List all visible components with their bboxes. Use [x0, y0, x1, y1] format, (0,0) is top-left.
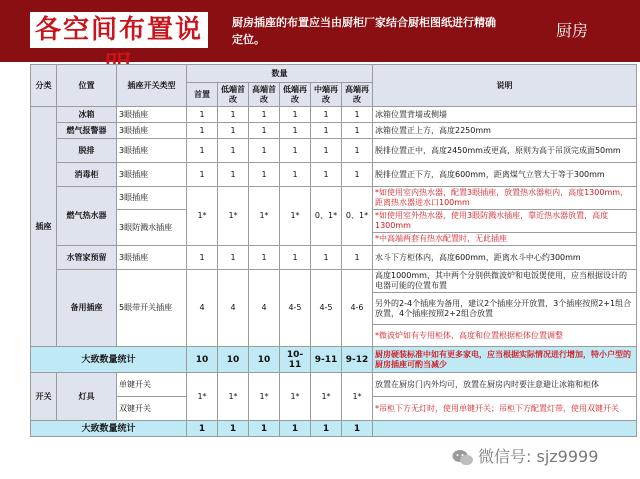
cell-q: 1* — [280, 373, 311, 421]
row-desc: 水斗下方柜体内，高度600mm，距离水斗中心约300mm — [373, 246, 637, 270]
total-q: 1 — [218, 421, 249, 437]
table-row — [31, 373, 637, 397]
cell-q: 4-5 — [311, 270, 342, 347]
cell-q: 1* — [218, 373, 249, 421]
cell-q: 1 — [342, 163, 373, 187]
cell-q: 1* — [187, 373, 218, 421]
cell-q: 1 — [218, 163, 249, 187]
row-type: 5眼带开关插座 — [117, 270, 187, 347]
col-q5: 高端再改 — [342, 83, 373, 107]
cell-q: 4 — [187, 270, 218, 347]
category-socket: 插座 — [31, 107, 57, 347]
cell-q: 1 — [218, 246, 249, 270]
total-row — [31, 421, 637, 437]
total-q: 1 — [311, 421, 342, 437]
cell-q: 1* — [249, 187, 280, 246]
total-label: 大致数量统计 — [31, 347, 187, 373]
row-type: 3眼插座 — [117, 246, 187, 270]
cell-q: 1 — [249, 246, 280, 270]
col-location: 位置 — [57, 65, 117, 107]
row-desc: *吊柜下方无灯时，使用单键开关；吊柜下方配置灯带，使用双键开关 — [373, 397, 637, 421]
row-type: 3眼插座 — [117, 107, 187, 123]
cell-q: 1* — [218, 187, 249, 246]
row-type: 3眼插座 — [117, 123, 187, 139]
row-desc: *中高端两套有热水配置时，无此插座 — [373, 233, 637, 246]
row-location: 脱排 — [57, 139, 117, 163]
cell-q: 1 — [218, 123, 249, 139]
row-type: 3眼防溅水插座 — [117, 210, 187, 246]
wechat-icon — [452, 449, 474, 467]
row-desc: *如使用室外热水器，使用3眼防溅水插座，靠近热水器放置，高度1300mm — [373, 210, 637, 233]
col-q4: 中端再改 — [311, 83, 342, 107]
total-q: 10 — [187, 347, 218, 373]
cell-q: 1 — [342, 246, 373, 270]
col-category: 分类 — [31, 65, 57, 107]
total-desc — [373, 421, 637, 437]
page-title: 各空间布置说 — [30, 12, 208, 48]
cell-q: 1 — [280, 246, 311, 270]
cell-q: 1 — [311, 246, 342, 270]
total-q: 10-11 — [280, 347, 311, 373]
cell-q: 0、1* — [342, 187, 373, 246]
row-desc: 冰箱位置背墙或侧墙 — [373, 107, 637, 123]
page-subtitle: 厨房插座的布置应当由厨柜厂家结合厨柜图纸进行精确定位。 — [232, 16, 496, 46]
row-location: 水管家预留 — [57, 246, 117, 270]
cell-q: 1 — [187, 163, 218, 187]
cell-q: 1 — [280, 163, 311, 187]
cell-q: 1 — [280, 107, 311, 123]
row-location: 燃气报警器 — [57, 123, 117, 139]
col-q1: 低端首改 — [218, 83, 249, 107]
total-desc: 厨房硬装标准中如有更多家电，应当根据实际情况进行增加，特小户型的厨房插座可酌当减少 — [373, 347, 637, 373]
cell-q: 0、1* — [311, 187, 342, 246]
cell-q: 4 — [249, 270, 280, 347]
watermark-text: 微信号: sjz9999 — [478, 447, 599, 466]
total-q: 1 — [249, 421, 280, 437]
cell-q: 1 — [218, 139, 249, 163]
cell-q: 1 — [249, 123, 280, 139]
row-location: 冰箱 — [57, 107, 117, 123]
row-type: 3眼插座 — [117, 163, 187, 187]
col-q3: 低端再改 — [280, 83, 311, 107]
table-row — [31, 139, 637, 163]
total-row — [31, 347, 637, 373]
row-desc: *微波炉如有专用柜体，高度和位置根据柜体位置调整 — [373, 325, 637, 347]
cell-q: 1 — [342, 107, 373, 123]
cell-q: 1* — [280, 187, 311, 246]
row-type: 单键开关 — [117, 373, 187, 397]
row-desc: 脱排位置正中，高度2450mm或更高，原则为高于吊顶完成面50mm — [373, 139, 637, 163]
cell-q: 1 — [311, 107, 342, 123]
row-type: 3眼插座 — [117, 139, 187, 163]
col-q0: 首置 — [187, 83, 218, 107]
total-label: 大致数量统计 — [31, 421, 187, 437]
row-location: 灯具 — [57, 373, 117, 421]
total-q: 1 — [187, 421, 218, 437]
table-row — [31, 107, 637, 123]
row-desc: 冰箱位置正上方，高度2250mm — [373, 123, 637, 139]
cell-q: 1 — [187, 246, 218, 270]
cell-q: 1 — [249, 107, 280, 123]
cell-q: 1 — [311, 139, 342, 163]
cell-q: 1 — [311, 163, 342, 187]
table-row — [31, 270, 637, 293]
cell-q: 4-6 — [342, 270, 373, 347]
row-desc: *如使用室内热水器，配置3眼插座，放置热水器柜内，高度1300mm，距离热水器进水口100mm — [373, 187, 637, 210]
socket-table — [30, 64, 637, 437]
row-location: 备用插座 — [57, 270, 117, 347]
col-quantity: 数量 — [187, 65, 373, 83]
cell-q: 1 — [218, 107, 249, 123]
cell-q: 1 — [280, 123, 311, 139]
watermark — [448, 444, 602, 467]
row-location: 消毒柜 — [57, 163, 117, 187]
cell-q: 4 — [218, 270, 249, 347]
cell-q: 1 — [187, 107, 218, 123]
cell-q: 4-5 — [280, 270, 311, 347]
cell-q: 1 — [342, 123, 373, 139]
row-type: 3眼插座 — [117, 187, 187, 210]
cell-q: 1* — [311, 373, 342, 421]
table-row — [31, 163, 637, 187]
row-desc: 另外的2-4个插座为备用，建议2个插座分开放置，3个插座按照2+1组合放置，4个插座按照2+2组合放置 — [373, 293, 637, 325]
col-socket-type: 插座开关类型 — [117, 65, 187, 107]
room-label: 厨房 — [556, 21, 589, 40]
table-row — [31, 187, 637, 210]
row-desc: 高度1000mm，其中两个分别供微波炉和电饭煲使用，应当根据设计的电器可能的位置布置 — [373, 270, 637, 293]
header-bar — [0, 0, 640, 62]
col-q2: 高端首改 — [249, 83, 280, 107]
table-row — [31, 123, 637, 139]
row-desc: 放置在厨房门内外均可，放置在厨房内时要注意避让冰箱和柜体 — [373, 373, 637, 397]
cell-q: 1 — [187, 123, 218, 139]
cell-q: 1 — [311, 123, 342, 139]
table-row — [31, 246, 637, 270]
cell-q: 1 — [249, 163, 280, 187]
cell-q: 1 — [187, 139, 218, 163]
category-switch: 开关 — [31, 373, 57, 421]
row-type: 双键开关 — [117, 397, 187, 421]
total-q: 9-12 — [342, 347, 373, 373]
total-q: 1 — [280, 421, 311, 437]
total-q: 9-11 — [311, 347, 342, 373]
header-row — [31, 65, 637, 83]
cell-q: 1* — [187, 187, 218, 246]
cell-q: 1 — [249, 139, 280, 163]
row-desc: 脱排位置正下方，高度600mm，距离煤气立管大于等于300mm — [373, 163, 637, 187]
total-q: 10 — [218, 347, 249, 373]
cell-q: 1 — [342, 139, 373, 163]
cell-q: 1* — [249, 373, 280, 421]
cell-q: 1 — [280, 139, 311, 163]
col-description: 说明 — [373, 65, 637, 107]
total-q: 10 — [249, 347, 280, 373]
cell-q: 1* — [342, 373, 373, 421]
total-q: 1 — [342, 421, 373, 437]
row-location: 燃气热水器 — [57, 187, 117, 246]
